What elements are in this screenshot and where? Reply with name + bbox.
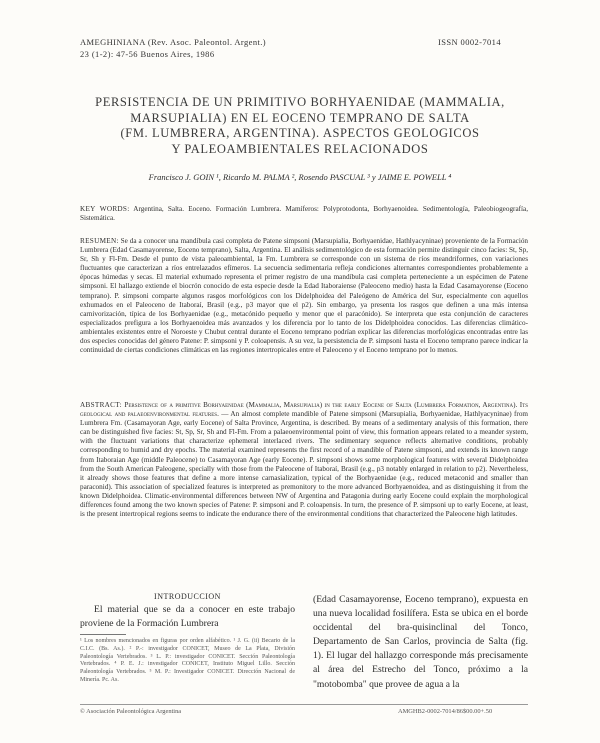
footnote-rule [80, 634, 126, 635]
title-line: Y PALEOAMBIENTALES RELACIONADOS [171, 141, 429, 156]
abstract-text: — An almost complete mandible of Patene simpsoni (Marsupialia, Borhyaenidae, Hathlyacyninae) from Lumbrera Fm. (Casamayoran Age, early Eocene) of Salta Province, Argentina, is described. By means of a sedimentary analysis of this formation, there can be distinguished five facies: St, Sp, Sr, Sh and Fl-Fm. From a palaeoenvironmental point of view, this formation appears related to a meander system, with the fluctuant variations that characterize ephemeral interlaced rivers. The sedimentary sequence reflects alternative conditions, probably corresponding to humid and dry epochs. The material examined represents the first record of a mandible of Patene simpsoni, and extends its known range from Itaboraian Age (middle Paleocene) to Casamayoran Age (early Eocene). P. simpsoni shows some morphological features with several Didelphoidea from the South American Paleogene, specially with those from the Paleocene of Itaboraí, Brasil (e.g., p3 notably enlarged in relation to p2). Nevertheless, it already shows those features that define a more intense carnasialization, typical of the Borhyaenidae (e.g., reduced metaconid and smaller than paraconid). This association of specialized features is interpreted as premonitory to the more advanced Borhyaenoidea, and as distinguishing it from the known Didelphoidea. Climatic-environmental differences between NW of Argentina and Patagonia during early Eocene could explain the morphological differences found among the two known species of Patene: P. simpsoni and P. coloapensis. In turn, the presence of P. simpsoni up to early Eocene, at least, is the present intertropical regions seems to indicate the endurance there of the environmental conditions that characterized the Paleocene high latitudes. [80, 410, 528, 519]
resumen-label: RESUMEN: [80, 237, 119, 245]
paper-title [60, 95, 540, 157]
article-code: AMGHB2-0002-7014/86$00.00+.50 [398, 708, 493, 715]
title-line: PERSISTENCIA DE UN PRIMITIVO BORHYAENIDAE (MAMMALIA, [95, 95, 505, 109]
issn: ISSN 0002-7014 [438, 37, 501, 47]
intro-right-column: (Edad Casamayorense, Eoceno temprano), expuesta en una nueva localidad fosilífera. Esta se ubica en el borde occidental del bra-quisinclinal del Tonco, Departamento de San Carlos, provincia de Salta (fig. 1). El lugar del hallazgo corresponde más precisamente al área del Estrecho del Tonco, próximo a la "motobomba" que provee de agua a la [313, 594, 528, 690]
journal-name: AMEGHINIANA (Rev. Asoc. Paleontol. Argent.) [80, 37, 267, 47]
footnotes: ¹ Los nombres mencionados en figuras por orden alfabético. ¹ J. G. (ii) Becario de la C.I.C. (Bs. As.). ² P.-: investigador CONICET, Museo de La Plata, División Paleontología Vertebrados. ³ L. P.: investigador CONICET. Sección Paleontología Vertebrados. ⁴ P. E. J.: investigador CONICET, Instituto Miguel Lillo. Sección Paleontología Vertebrados. ⁵ M. P.: Investigador CONICET. Dirección Nacional de Minería. Pc. As. [80, 638, 295, 683]
resumen-text: Se da a conocer una mandíbula casi completa de Patene simpsoni (Marsupialia, Borhyaenidae, Hathlyacyninae) proveniente de la Formación Lumbrera (Edad Casamayorense, Eoceno temprano), Salta, Argentina. El análisis sedimentológico de esta formación permite distinguir cinco facies: St, Sp, Sr, Sh y Fl-Fm. Desde el punto de vista paleoambiental, la Fm. Lumbrera se corresponde con un sistema de ríos meandriformes, con variaciones fluctuantes que caracterizan a ríos entrelazados efímeros. La secuencia sedimentaria refleja condiciones alternantes correspondientes probablemente a épocas húmedas y secas. El material exhumado representa el primer registro de una mandíbula casi completa perteneciente a un espécimen de Patene simpsoni. El hallazgo extiende el biocrón conocido de esta especie desde la Edad Itaboraiense (Paleoceno medio) hasta la Edad Casamayorense (Eoceno temprano). P. simpsoni comparte algunos rasgos morfológicos con los Didelphoidea del Paleógeno de América del Sur, especialmente con aquellos exhumados en el Paleoceno de Itaboraí, Brasil (e.g., p3 mayor que el p2). Sin embargo, ya presenta los rasgos que definen a una más intensa carnivorización, típica de los Borhyaenidae (e.g., metacónido pequeño y menor que el paracónido). Se interpreta que esta conjunción de caracteres especializados prefigura a los Borhyaenoidea más avanzados y los diferencia por lo tanto de los Didelphoidea conocidos. Las diferencias climático-ambientales existentes entre el Noroeste y Chubut central durante el Eoceno temprano podrían explicar las diferencias morfológicas encontradas entre las dos especies conocidas del género Patene: P. simpsoni y P. coloapensis. A su vez, la persistencia de P. simpsoni hasta el Eoceno temprano parece indicar la continuidad de ciertas condiciones climáticas en las regiones intertropicales entre el Paleoceno y el Eoceno temprano por lo menos. [80, 237, 529, 355]
section-heading-introduccion: INTRODUCCION [154, 592, 221, 601]
keywords-text: Argentina, Salta. Eoceno. Formación Lumbrera. Mamíferos: Polyprotodonta, Borhyaenoidea. Sedimentología, Paleobiogeografía, Sistemática. [80, 205, 529, 223]
abstract [80, 401, 528, 519]
keywords-label: KEY WORDS: [80, 205, 130, 213]
copyright: © Asociación Paleontológica Argentina [80, 708, 182, 715]
title-line: (FM. LUMBRERA, ARGENTINA). ASPECTOS GEOLOGICOS [120, 126, 480, 140]
abstract-label: ABSTRACT: [80, 401, 122, 409]
title-line: MARSUPIALIA) EN EL EOCENO TEMPRANO DE SALTA [130, 110, 470, 125]
footer-rule [80, 704, 528, 705]
resumen [80, 237, 528, 355]
journal-volume: 23 (1-2): 47-56 Buenos Aires, 1986 [80, 49, 215, 59]
abstract-heading: Persistence of a primitive Borhyaenidae (Mammalia, Marsupialia) in the early Eocene of Salta (Lumbrera Formation, Argentina). Its geological and palaeoenvironmental features. [80, 401, 528, 419]
intro-left-column: El material que se da a conocer en este trabajo proviene de la Formación Lumbrera [80, 604, 295, 630]
keywords [80, 205, 528, 223]
authors: Francisco J. GOIN ¹, Ricardo M. PALMA ², Rosendo PASCUAL ³ y JAIME E. POWELL ⁴ [148, 172, 452, 182]
